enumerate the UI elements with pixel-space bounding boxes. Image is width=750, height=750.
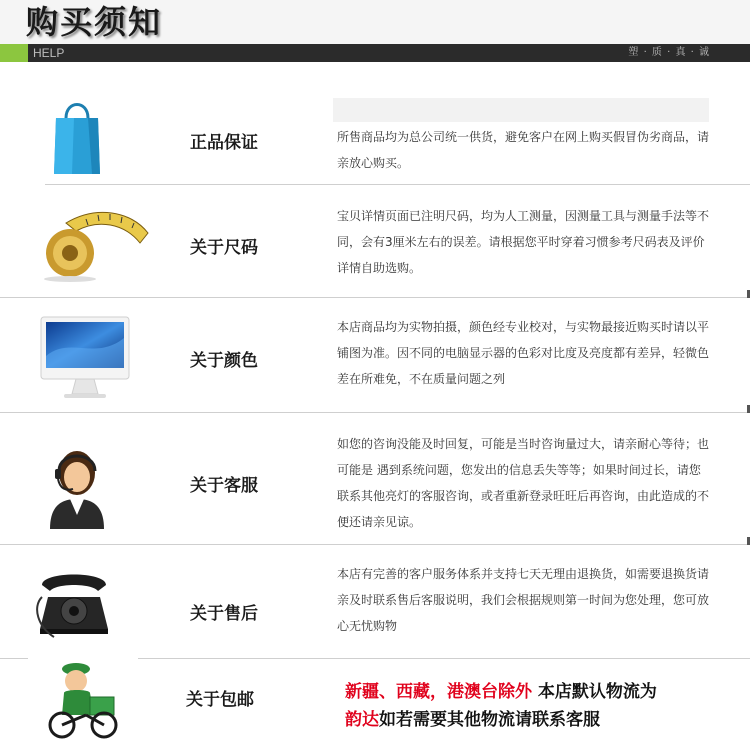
highlight-bar bbox=[333, 98, 709, 122]
page-title: 购买须知 bbox=[26, 3, 163, 41]
customer-service-icon bbox=[46, 443, 108, 537]
section-description: 如您的咨询没能及时回复，可能是当时咨询量过大，请亲耐心等待；也可能是 遇到系统问题，您发出的信息丢失等等；如果时间过长，请您联系其他亮灯的客服咨询，或者重新登录旺旺后再咨询，由此造成的不便还请亲见谅。 bbox=[337, 437, 710, 529]
help-bar bbox=[0, 44, 750, 62]
section-after-sales bbox=[0, 545, 750, 658]
section-label: 关于尺码 bbox=[190, 238, 258, 258]
monitor-icon bbox=[40, 316, 130, 404]
section-label: 关于颜色 bbox=[190, 351, 258, 371]
shipping-notice bbox=[345, 678, 745, 734]
motto-text: 塑 · 质 · 真 · 诚 bbox=[628, 47, 710, 58]
section-authentic bbox=[0, 62, 750, 184]
section-customer-service bbox=[0, 413, 750, 544]
section-label: 正品保证 bbox=[190, 133, 258, 153]
section-label: 关于售后 bbox=[190, 604, 258, 624]
accent-block bbox=[0, 44, 28, 62]
section-color bbox=[0, 298, 750, 412]
shopping-bag-icon bbox=[52, 96, 102, 180]
section-description: 所售商品均为总公司统一供货，避免客户在网上购买假冒伪劣商品，请亲放心购买。 bbox=[337, 130, 710, 170]
telephone-icon bbox=[34, 567, 114, 645]
delivery-cyclist-icon bbox=[46, 661, 120, 745]
section-description: 本店商品均为实物拍摄，颜色经专业校对，与实物最接近购买时请以平铺图为准。因不同的电脑显示器的色彩对比度及亮度都有差异，轻微色差在所难免，不在质量问题之列 bbox=[337, 320, 710, 386]
section-description: 宝贝详情页面已注明尺码，均为人工测量，因测量工具与测量手法等不同，会有3厘米左右的误差。请根据您平时穿着习惯参考尺码表及评价详情自助选购。 bbox=[337, 209, 710, 275]
section-description: 本店有完善的客户服务体系并支持七天无理由退换货，如需要退换货请亲及时联系售后客服说明，我们会根据规则第一时间为您处理，您可放心无忧购物 bbox=[337, 567, 710, 633]
excluded-regions: 新疆、西藏，港澳台除外 bbox=[345, 682, 532, 702]
shipping-text-1: 本店默认物流为 bbox=[532, 682, 657, 702]
tape-measure-icon bbox=[36, 203, 156, 287]
default-carrier: 韵达 bbox=[345, 710, 379, 730]
section-label: 关于客服 bbox=[190, 476, 258, 496]
help-label: HELP bbox=[33, 46, 65, 60]
section-label: 关于包邮 bbox=[186, 690, 254, 710]
page-header bbox=[0, 0, 750, 44]
shipping-text-2: 如若需要其他物流请联系客服 bbox=[379, 710, 600, 730]
section-size bbox=[0, 185, 750, 297]
